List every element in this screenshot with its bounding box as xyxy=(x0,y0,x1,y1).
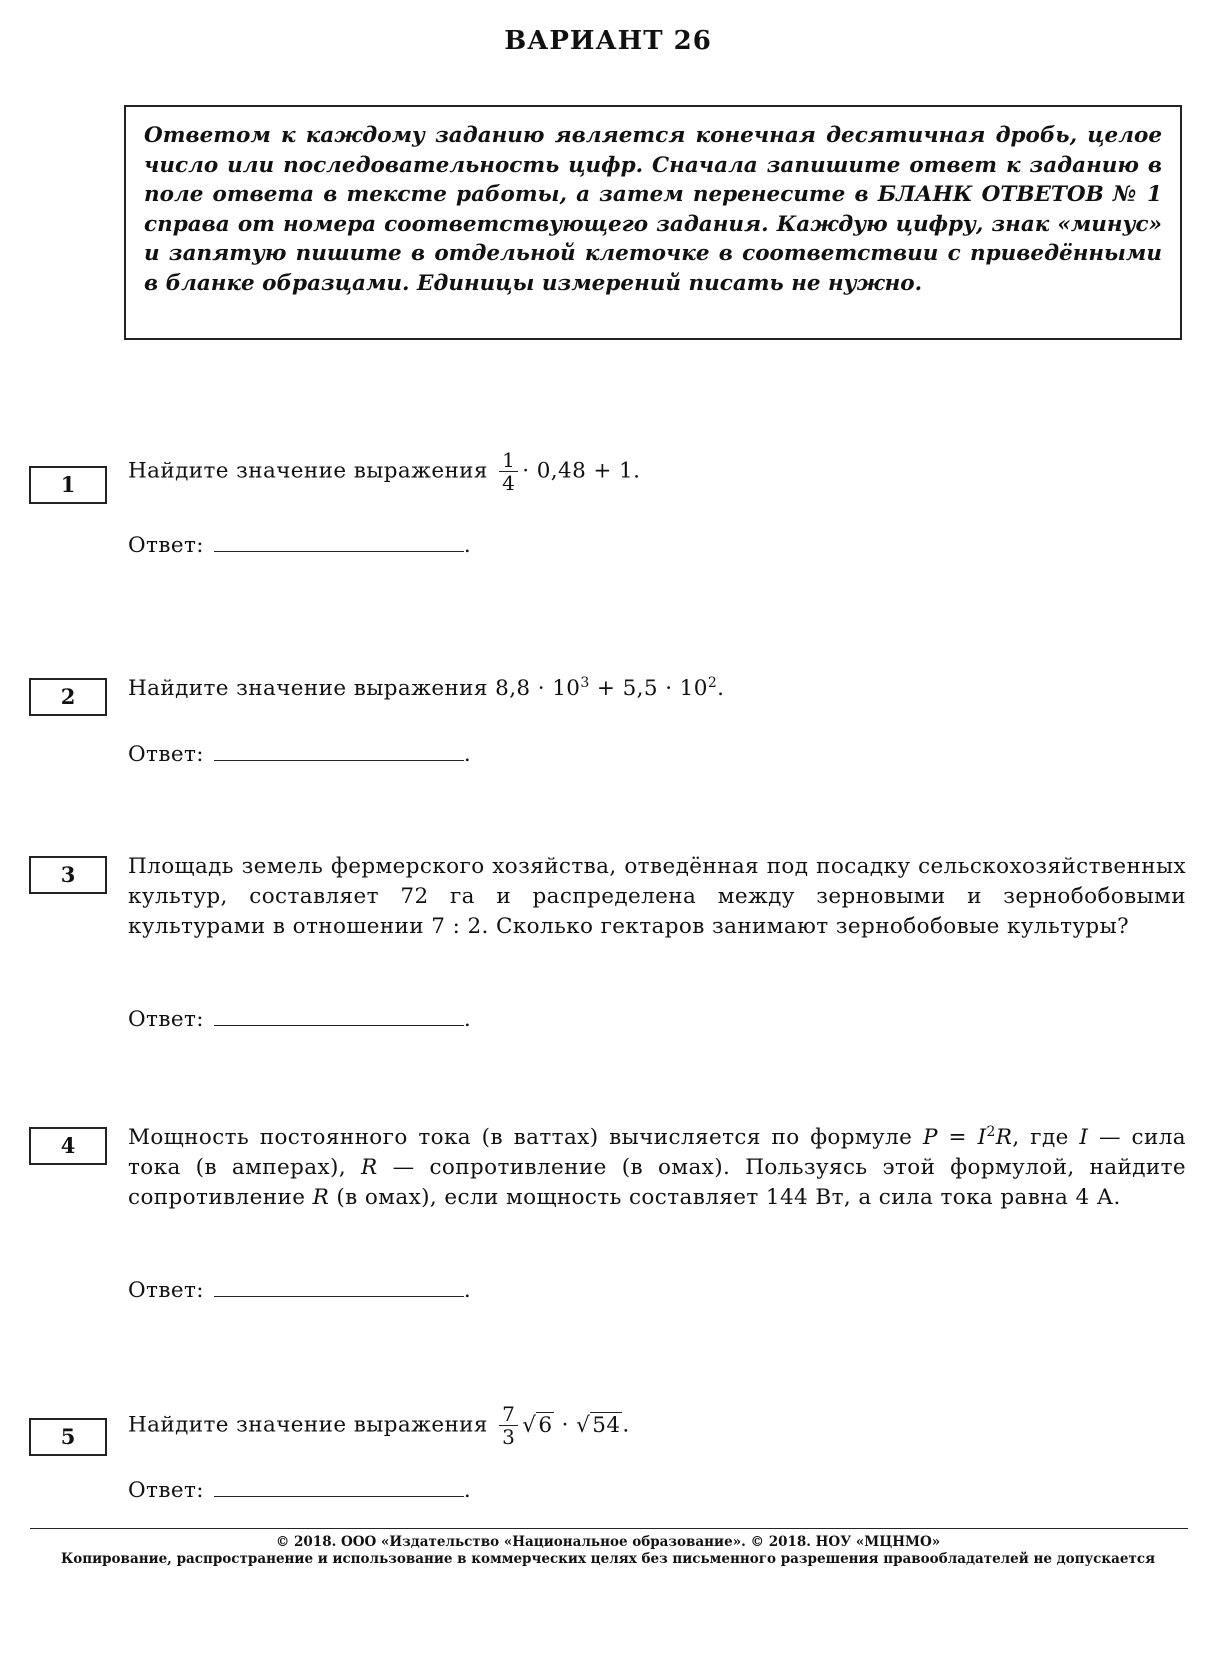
task-4-answer: Ответ: . xyxy=(128,1278,472,1303)
task-4-text-e: (в омах), если мощность составляет 144 Вт, а сила тока равна 4 А. xyxy=(329,1185,1121,1210)
var-i: I xyxy=(1079,1125,1089,1150)
task-1-fraction xyxy=(499,449,518,494)
task-1-text xyxy=(128,449,1186,494)
task-5-answer-field[interactable] xyxy=(214,1476,464,1497)
task-2-term-a: 8,8 · 10 xyxy=(495,676,581,701)
var-r: R xyxy=(312,1185,330,1210)
exponent: 2 xyxy=(986,1123,996,1140)
task-2-answer-field[interactable] xyxy=(214,740,464,761)
var-r: R xyxy=(361,1155,378,1180)
formula-r: R xyxy=(995,1125,1013,1150)
task-5-text xyxy=(128,1403,1186,1448)
fraction-numerator: 1 xyxy=(499,449,518,472)
answer-label: Ответ: xyxy=(128,1478,204,1503)
footer-notice: Копирование, распространение и использование в коммерческих целях без письменного разрешения правообладателей не допускается xyxy=(60,1551,1156,1567)
fraction-denominator: 3 xyxy=(502,1425,516,1449)
task-1-answer-field[interactable] xyxy=(214,531,464,552)
task-2-prompt: Найдите значение выражения xyxy=(128,676,488,701)
task-number-1: 1 xyxy=(29,466,107,504)
task-number-5: 5 xyxy=(29,1418,107,1456)
multiply-sign: · xyxy=(554,1412,577,1438)
task-5-fraction xyxy=(499,1403,518,1448)
footer-divider xyxy=(30,1528,1188,1529)
task-4-text-a: Мощность постоянного тока (в ваттах) вычисляется по формуле xyxy=(128,1125,923,1150)
answer-label: Ответ: xyxy=(128,533,204,558)
period: . xyxy=(717,676,725,701)
task-2-answer: Ответ: . xyxy=(128,742,472,767)
task-3-answer-field[interactable] xyxy=(214,1005,464,1026)
task-4-text-d: — сопротивление (в омах). Пользуясь этой формулой, найдите сопротивление xyxy=(128,1155,1186,1210)
task-2-term-b: + 5,5 · 10 xyxy=(589,676,708,701)
exponent: 3 xyxy=(580,674,590,691)
task-3-text: Площадь земель фермерского хозяйства, отведённая под посадку сельскохозяйственных культур, составляет 72 га и распределена между зерновыми и зернобобовыми культурами в отношении 7 : 2. Сколько гектаров занимают зернобобовые культуры? xyxy=(128,854,1186,939)
radicand: 54 xyxy=(592,1412,621,1438)
footer-copyright: © 2018. ООО «Издательство «Национальное образование». © 2018. НОУ «МЦНМО» xyxy=(275,1534,941,1550)
task-number-2: 2 xyxy=(29,678,107,716)
answer-label: Ответ: xyxy=(128,1278,204,1303)
task-1-prompt: Найдите значение выражения xyxy=(128,458,488,484)
task-1-answer: Ответ: . xyxy=(128,533,472,558)
task-4-answer-field[interactable] xyxy=(214,1276,464,1297)
task-4-text-c: — сила тока (в амперах), xyxy=(128,1125,1186,1180)
task-3-answer: Ответ: . xyxy=(128,1007,472,1032)
task-5-answer: Ответ: . xyxy=(128,1478,472,1503)
task-number-4: 4 xyxy=(29,1127,107,1165)
radicand: 6 xyxy=(538,1412,553,1438)
sqrt-6: √6 xyxy=(522,1412,553,1438)
answer-label: Ответ: xyxy=(128,742,204,767)
task-5-prompt: Найдите значение выражения xyxy=(128,1412,488,1438)
sqrt-54: √54 xyxy=(576,1412,621,1438)
formula-p: P = I xyxy=(922,1125,987,1150)
fraction-numerator: 7 xyxy=(499,1403,518,1426)
fraction-denominator: 4 xyxy=(502,471,516,495)
page-title: ВАРИАНТ 26 xyxy=(504,26,712,56)
exponent: 2 xyxy=(707,674,718,691)
period: . xyxy=(622,1412,630,1438)
answer-label: Ответ: xyxy=(128,1007,204,1032)
task-number-3: 3 xyxy=(29,856,107,894)
task-2-text xyxy=(128,674,1186,704)
instructions-box: Ответом к каждому заданию является конечная десятичная дробь, целое число или последовательность цифр. Сначала запишите ответ к заданию в поле ответа в тексте работы, а затем перенесите в БЛАНК ОТВЕТОВ № 1 справа от номера соответствующего задания. Каждую цифру, знак «минус» и запятую пишите в отдельной клеточке в соответствии с приведёнными в бланке образцами. Единицы измерений писать не нужно. xyxy=(124,105,1182,340)
task-4-text-b: , где xyxy=(1012,1125,1080,1150)
task-1-expression: · 0,48 + 1. xyxy=(522,458,641,484)
task-4-text xyxy=(128,1123,1186,1213)
